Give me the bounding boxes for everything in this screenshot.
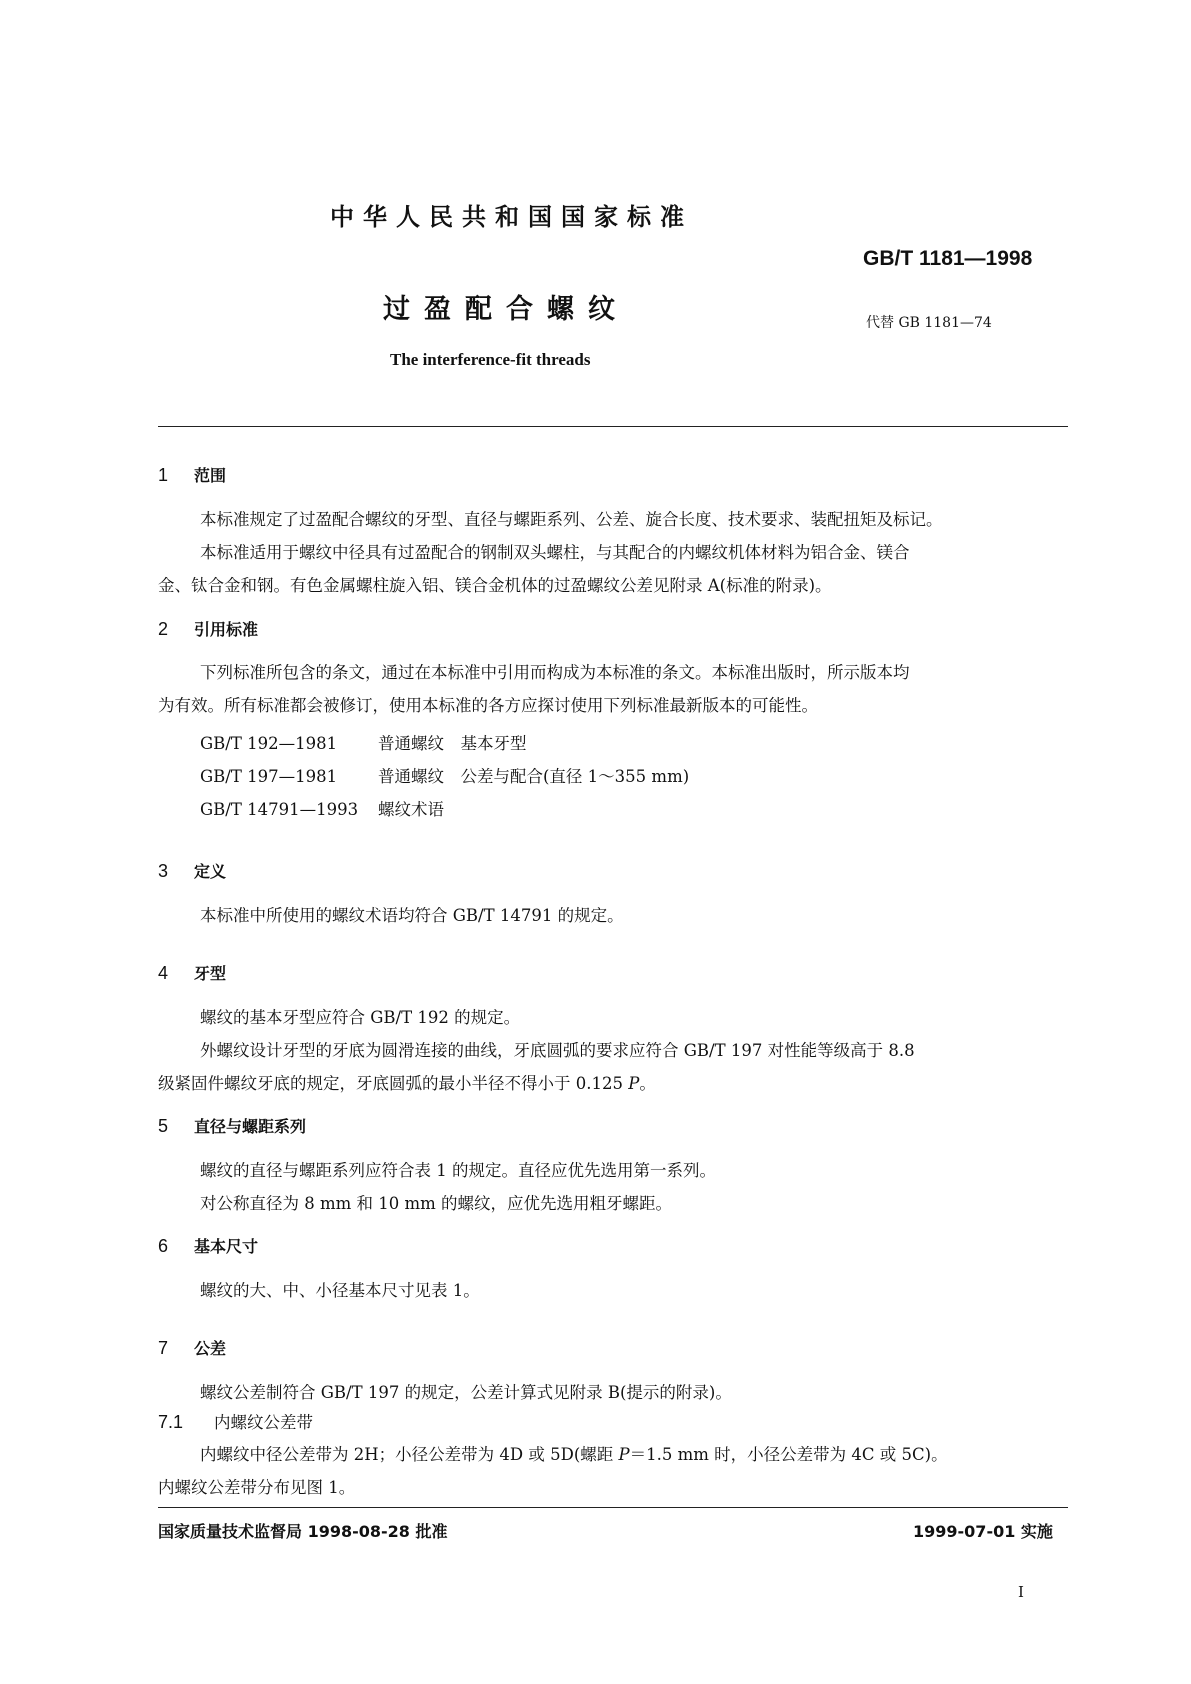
- english-title: The interference-fit threads: [390, 350, 591, 369]
- section-4-heading: [158, 961, 226, 984]
- subsection-title: 内螺纹公差带: [214, 1413, 313, 1432]
- reference-code: GB/T 14791—1993: [200, 800, 359, 819]
- section-number: 4: [158, 963, 169, 983]
- section-2-heading: [158, 617, 258, 640]
- section-5-body: [158, 1154, 1068, 1220]
- paragraph-continuation: 为有效。所有标准都会被修订，使用本标准的各方应探讨使用下列标准最新版本的可能性。: [158, 696, 818, 715]
- section-title: 直径与螺距系列: [194, 1117, 307, 1136]
- reference-code: GB/T 192—1981: [200, 734, 338, 753]
- section-5-heading: [158, 1114, 306, 1137]
- section-7-body: [158, 1376, 1068, 1409]
- national-standard-heading: 中华人民共和国国家标准: [330, 203, 693, 231]
- section-1-body: [158, 503, 1068, 602]
- reference-code: GB/T 197—1981: [200, 767, 338, 786]
- section-number: 5: [158, 1116, 169, 1136]
- section-title: 基本尺寸: [194, 1237, 259, 1256]
- paragraph: 对公称直径为 8 mm 和 10 mm 的螺纹，应优先选用粗牙螺距。: [200, 1194, 673, 1213]
- paragraph: 外螺纹设计牙型的牙底为圆滑连接的曲线，牙底圆弧的要求应符合 GB/T 197 对性能等级高于 8.8: [200, 1041, 915, 1060]
- pitch-symbol: P: [618, 1445, 630, 1464]
- section-title: 引用标准: [194, 620, 259, 639]
- paragraph-continuation: 内螺纹公差带分布见图 1。: [158, 1478, 356, 1497]
- approval-date: 国家质量技术监督局 1998-08-28 批准: [158, 1522, 448, 1541]
- text-run: 内螺纹中径公差带为 2H；小径公差带为 4D 或 5D(螺距: [200, 1445, 619, 1464]
- section-3-body: [158, 899, 1068, 932]
- standard-number: GB/T 1181—1998: [863, 247, 1033, 270]
- section-6-body: [158, 1274, 1068, 1307]
- paragraph: 本标准中所使用的螺纹术语均符合 GB/T 14791 的规定。: [200, 906, 624, 925]
- paragraph: [158, 1438, 1068, 1471]
- reference-title: 普通螺纹 公差与配合(直径 1～355 mm): [378, 767, 690, 786]
- pitch-symbol: P: [628, 1074, 640, 1093]
- section-7-heading: [158, 1336, 226, 1359]
- document-title: 过盈配合螺纹: [383, 294, 629, 325]
- paragraph: 下列标准所包含的条文，通过在本标准中引用而构成为本标准的条文。本标准出版时，所示版本均: [200, 663, 910, 682]
- section-title: 范围: [194, 466, 227, 485]
- section-title: 牙型: [194, 964, 227, 983]
- subsection-number: 7.1: [158, 1412, 184, 1432]
- replaces-note: 代替 GB 1181—74: [866, 315, 992, 331]
- section-title: 公差: [194, 1339, 227, 1358]
- paragraph-continuation: 金、钛合金和钢。有色金属螺柱旋入铝、镁合金机体的过盈螺纹公差见附录 A(标准的附录)。: [158, 576, 832, 595]
- paragraph: 螺纹的基本牙型应符合 GB/T 192 的规定。: [200, 1008, 521, 1027]
- section-number: 1: [158, 465, 169, 485]
- section-1-heading: [158, 463, 226, 486]
- section-number: 6: [158, 1236, 169, 1256]
- subsection-7-1-body: [158, 1438, 1068, 1504]
- section-2-body: [158, 656, 1068, 722]
- reference-title: 普通螺纹 基本牙型: [378, 734, 527, 753]
- reference-item: [200, 763, 689, 787]
- section-6-heading: [158, 1234, 258, 1257]
- reference-item: [200, 796, 444, 820]
- section-number: 3: [158, 861, 169, 881]
- text-run: 级紧固件螺纹牙底的规定，牙底圆弧的最小半径不得小于 0.125: [158, 1074, 629, 1093]
- reference-item: [200, 730, 527, 754]
- paragraph: 螺纹的直径与螺距系列应符合表 1 的规定。直径应优先选用第一系列。: [200, 1161, 716, 1180]
- subsection-7-1-heading: [158, 1409, 313, 1433]
- paragraph: 螺纹公差制符合 GB/T 197 的规定，公差计算式见附录 B(提示的附录)。: [200, 1383, 732, 1402]
- paragraph-continuation: [158, 1067, 1068, 1100]
- reference-title: 螺纹术语: [378, 800, 444, 819]
- section-3-heading: [158, 859, 226, 882]
- header-divider: [158, 426, 1068, 427]
- section-title: 定义: [194, 862, 227, 881]
- page-number: I: [1018, 1583, 1024, 1601]
- footer-divider: [158, 1507, 1068, 1508]
- text-run: ＝1.5 mm 时，小径公差带为 4C 或 5C)。: [629, 1445, 948, 1464]
- section-number: 2: [158, 619, 169, 639]
- paragraph: 本标准规定了过盈配合螺纹的牙型、直径与螺距系列、公差、旋合长度、技术要求、装配扭矩及标记。: [200, 510, 943, 529]
- section-number: 7: [158, 1338, 169, 1358]
- paragraph: 本标准适用于螺纹中径具有过盈配合的钢制双头螺柱，与其配合的内螺纹机体材料为铝合金、镁合: [200, 543, 910, 562]
- section-4-body: [158, 1001, 1068, 1100]
- paragraph: 螺纹的大、中、小径基本尺寸见表 1。: [200, 1281, 480, 1300]
- text-run: 。: [639, 1074, 656, 1093]
- implementation-date: 1999-07-01 实施: [913, 1522, 1053, 1541]
